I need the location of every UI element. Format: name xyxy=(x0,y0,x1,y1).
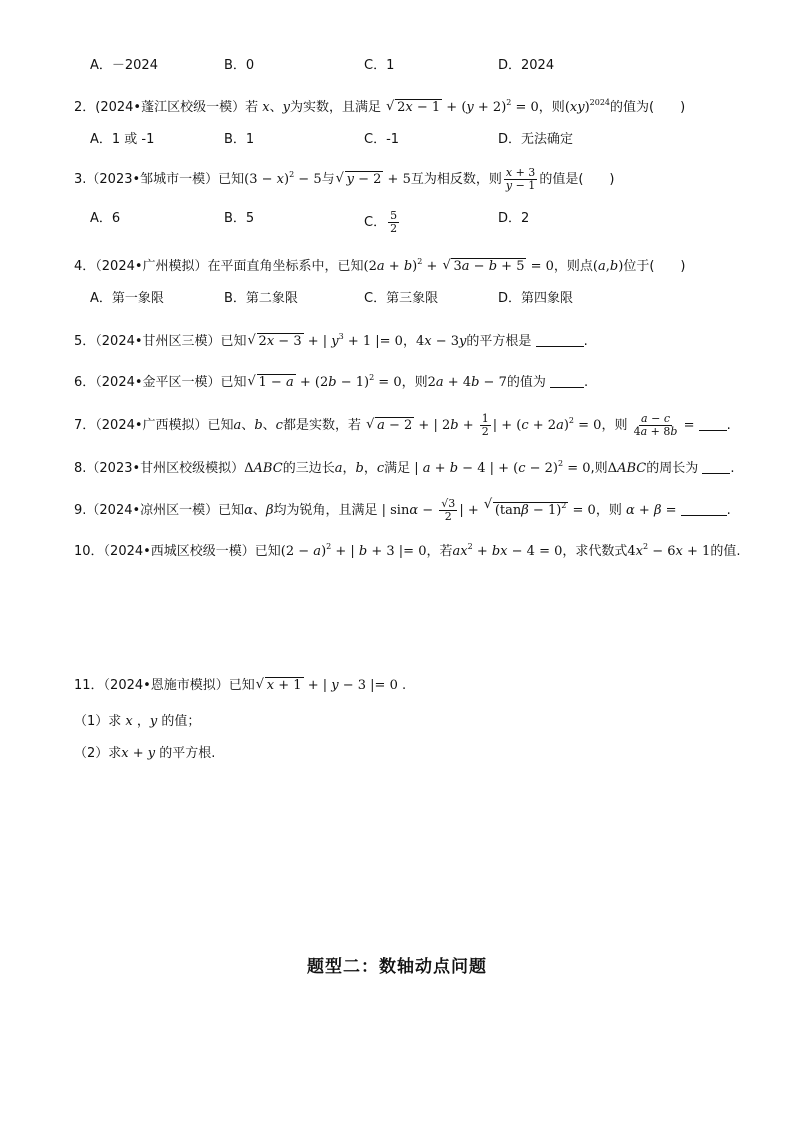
question-10: 10．（2024•西城区校级一模）已知$(2 - a)^2$ + | b + 3 |= 0，若$ax^2$ + bx − 4 = 0，求代数式$4x^2 - 6x + 1$的值. xyxy=(74,542,741,559)
q4-option-c: C．第三象限 xyxy=(364,291,439,306)
q4-option-a: A．第一象限 xyxy=(90,291,164,306)
question-3: 3.（2023•邹城市一模）已知$(3 - x)^2 - 5$与√ y − 2 + 5互为相反数，则 $\frac{x + 3}{y - 1}$ 的值是( ) xyxy=(74,166,614,192)
question-6: 6．（2024•金平区一模）已知√ $1 - a + (2b - 1)^2 = 0$，则2a + 4b − 7的值为 . xyxy=(74,369,588,392)
question-7: 7．（2024•广西模拟）已知a、b、c都是实数，若 √ a − 2 + | 2b + $\frac{1}{2}$ | + $(c + 2a)^2 = 0$，则 $\frac{a - c}{4a + 8b}$ = . xyxy=(74,412,731,438)
question-4: 4．（2024•广州模拟）在平面直角坐标系中，已知$(2a + b)^2$ + √ 3a − b + 5 = 0，则点(a,b)位于( ) xyxy=(74,253,685,276)
q2-option-a: A．1 或 -1 xyxy=(90,132,155,147)
answer-blank xyxy=(699,418,727,431)
q2-option-b: B．1 xyxy=(224,132,255,147)
q1-option-a: A．－2024 xyxy=(90,58,158,73)
answer-blank xyxy=(702,461,730,474)
q1-option-b: B．0 xyxy=(224,58,255,73)
question-2: 2．(2024•蓬江区校级一模）若 x、y为实数，且满足 √ $2x - 1 + (y + 2)^2 = 0$，则(xy)$^{2024}$的值为( ) xyxy=(74,94,685,117)
q4-option-b: B．第二象限 xyxy=(224,291,298,306)
question-5: 5．（2024•甘州区三模）已知√ 2x − 3 + | $y^3 + 1$ |= 0，4x − 3y的平方根是 . xyxy=(74,328,588,351)
q3-option-d: D．2 xyxy=(498,211,530,226)
q4-option-d: D．第四象限 xyxy=(498,291,574,306)
answer-blank xyxy=(536,334,584,347)
question-11: 11．（2024•恩施市模拟）已知√ x + 1 + | y − 3 |= 0 . xyxy=(74,677,406,695)
section-heading: 题型二：数轴动点问题 xyxy=(307,957,487,977)
question-8: 8.（2023•甘州区校级模拟）ΔABC的三边长a，b，c满足 | a + b − 4 | + $(c - 2)^2 = 0$,则ΔABC的周长为 . xyxy=(74,459,735,476)
q2-option-d: D．无法确定 xyxy=(498,132,574,147)
q1-option-c: C．1 xyxy=(364,58,395,73)
q1-option-d: D．2024 xyxy=(498,58,555,73)
answer-blank xyxy=(681,503,727,516)
q2-option-c: C．-1 xyxy=(364,132,400,147)
question-11-part-1: （1）求 x ，y 的值； xyxy=(74,714,201,729)
question-11-part-2: （2）求x + y 的平方根. xyxy=(74,746,216,761)
q3-option-c: C． $\frac{5}{2}$ xyxy=(364,209,398,235)
q3-option-b: B．5 xyxy=(224,211,255,226)
question-9: 9.（2024•凉州区一模）已知α、β均为锐角，且满足 | sinα − $\frac{√3}{2}$ | + √ $(\tan\beta - 1)^2 = 0$，则 α + β = . xyxy=(74,497,731,523)
answer-blank xyxy=(550,375,584,388)
q3-option-a: A．6 xyxy=(90,211,121,226)
